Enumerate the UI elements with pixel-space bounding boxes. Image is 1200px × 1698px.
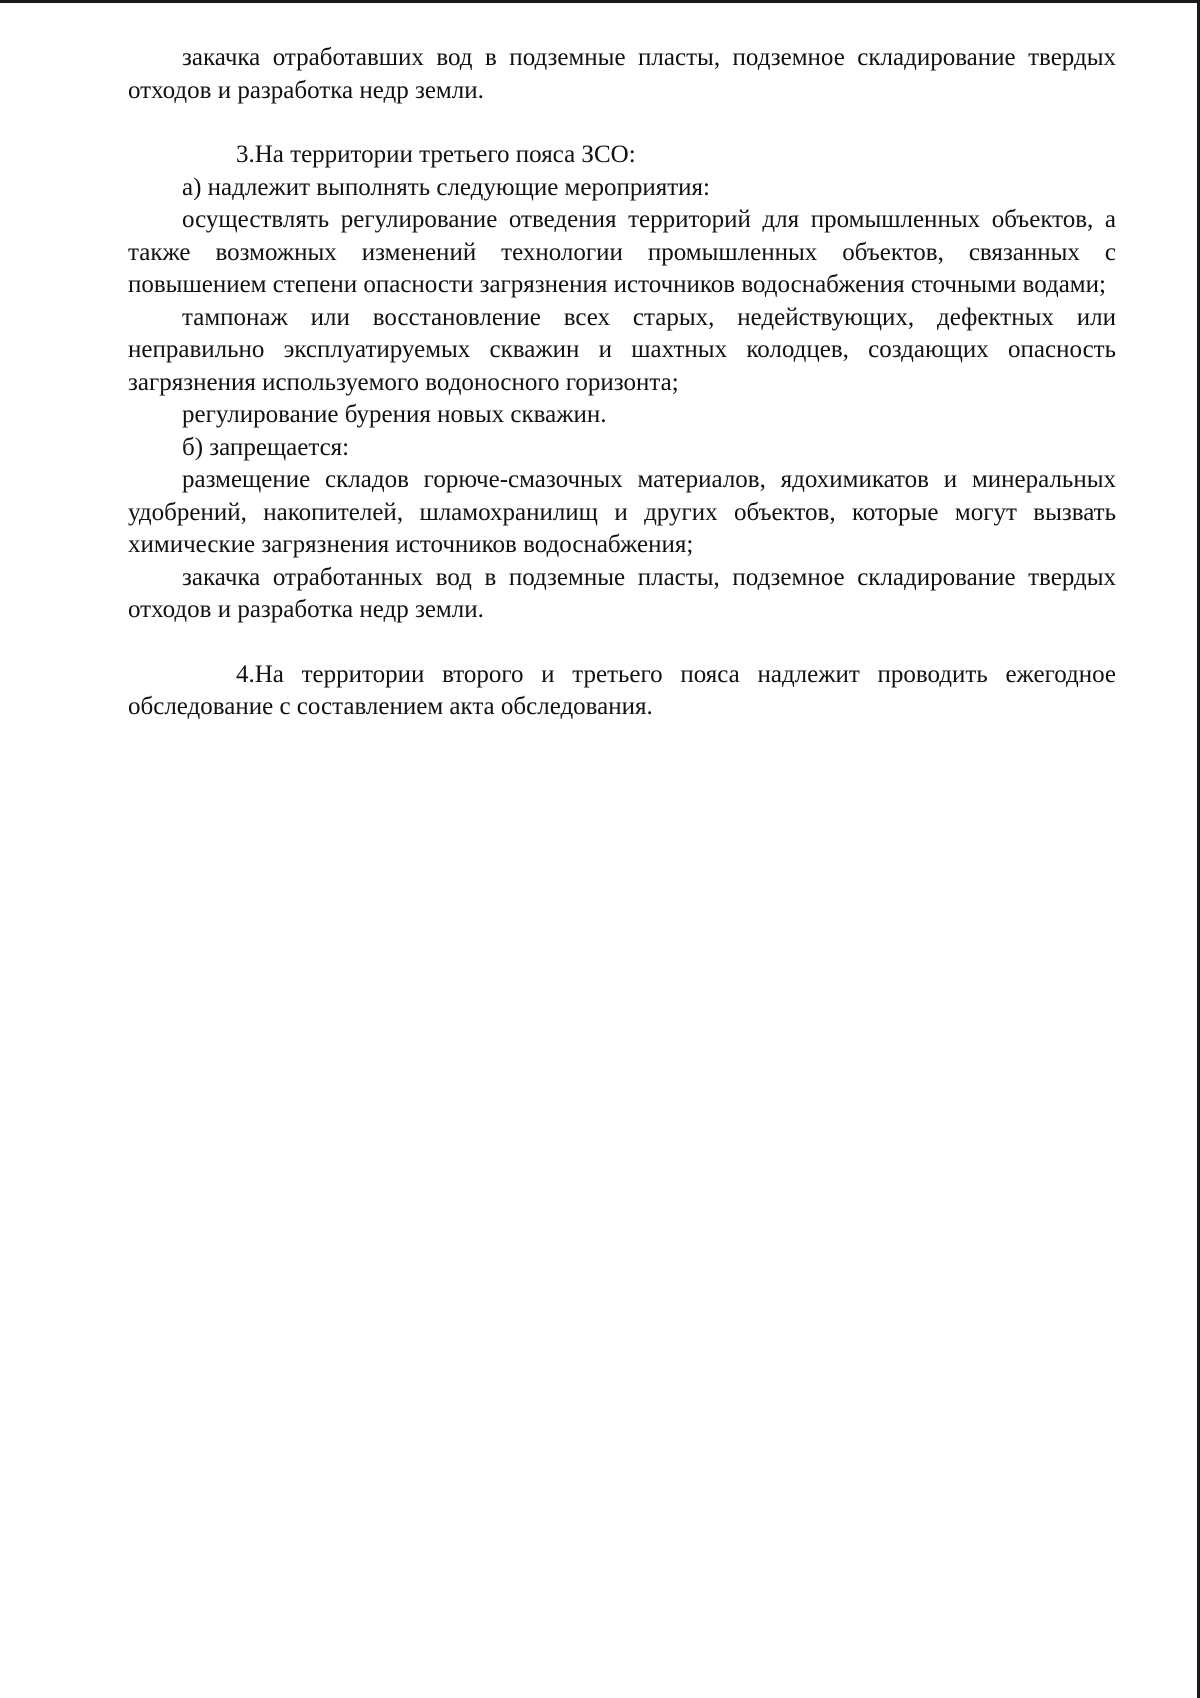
item-3-b-paragraph-1: размещение складов горюче-смазочных материалов, ядохимикатов и минеральных удобрений, накопителей, шламохранилищ и других объектов, которые могут вызвать химические загрязнения источников водоснабжения; <box>128 466 1116 558</box>
item-3-title: На территории третьего пояса ЗСО: <box>254 141 636 168</box>
item-3-a-paragraph-2: тампонаж или восстановление всех старых, недействующих, дефектных или неправильно эксплуатируемых скважин и шахтных колодцев, создающих опасность загрязнения используемого водоносного горизонта; <box>128 303 1116 396</box>
item-3-number: 3. <box>236 141 255 168</box>
item-3-a-paragraph-3: регулирование бурения новых скважин. <box>182 401 607 428</box>
item-4-paragraph <box>128 659 1116 724</box>
item-3-subheading-a: а) надлежит выполнять следующие мероприятия: <box>182 173 710 201</box>
item-3-a-paragraph-1: осуществлять регулирование отведения территорий для промышленных объектов, а также возможных изменений технологии промышленных объектов, связанных с повышением степени опасности загрязнения источников водоснабжения сточными водами; <box>128 206 1116 298</box>
spacer <box>128 107 1116 139</box>
item-3-subheading-b: б) запрещается: <box>182 433 350 461</box>
item-3-heading <box>128 139 1116 172</box>
item-4-text: На территории второго и третьего пояса надлежит проводить ежегодное обследование с составлением акта обследования. <box>128 660 1116 720</box>
intro-paragraph: закачка отработавших вод в подземные пласты, подземное складирование твердых отходов и разработка недр земли. <box>128 44 1116 104</box>
document-page <box>128 42 1116 724</box>
scan-border-top <box>0 0 1200 3</box>
spacer <box>128 627 1116 659</box>
item-3-b-paragraph-2: закачка отработанных вод в подземные пласты, подземное складирование твердых отходов и разработка недр земли. <box>128 563 1116 623</box>
item-4-number: 4. <box>236 660 255 688</box>
